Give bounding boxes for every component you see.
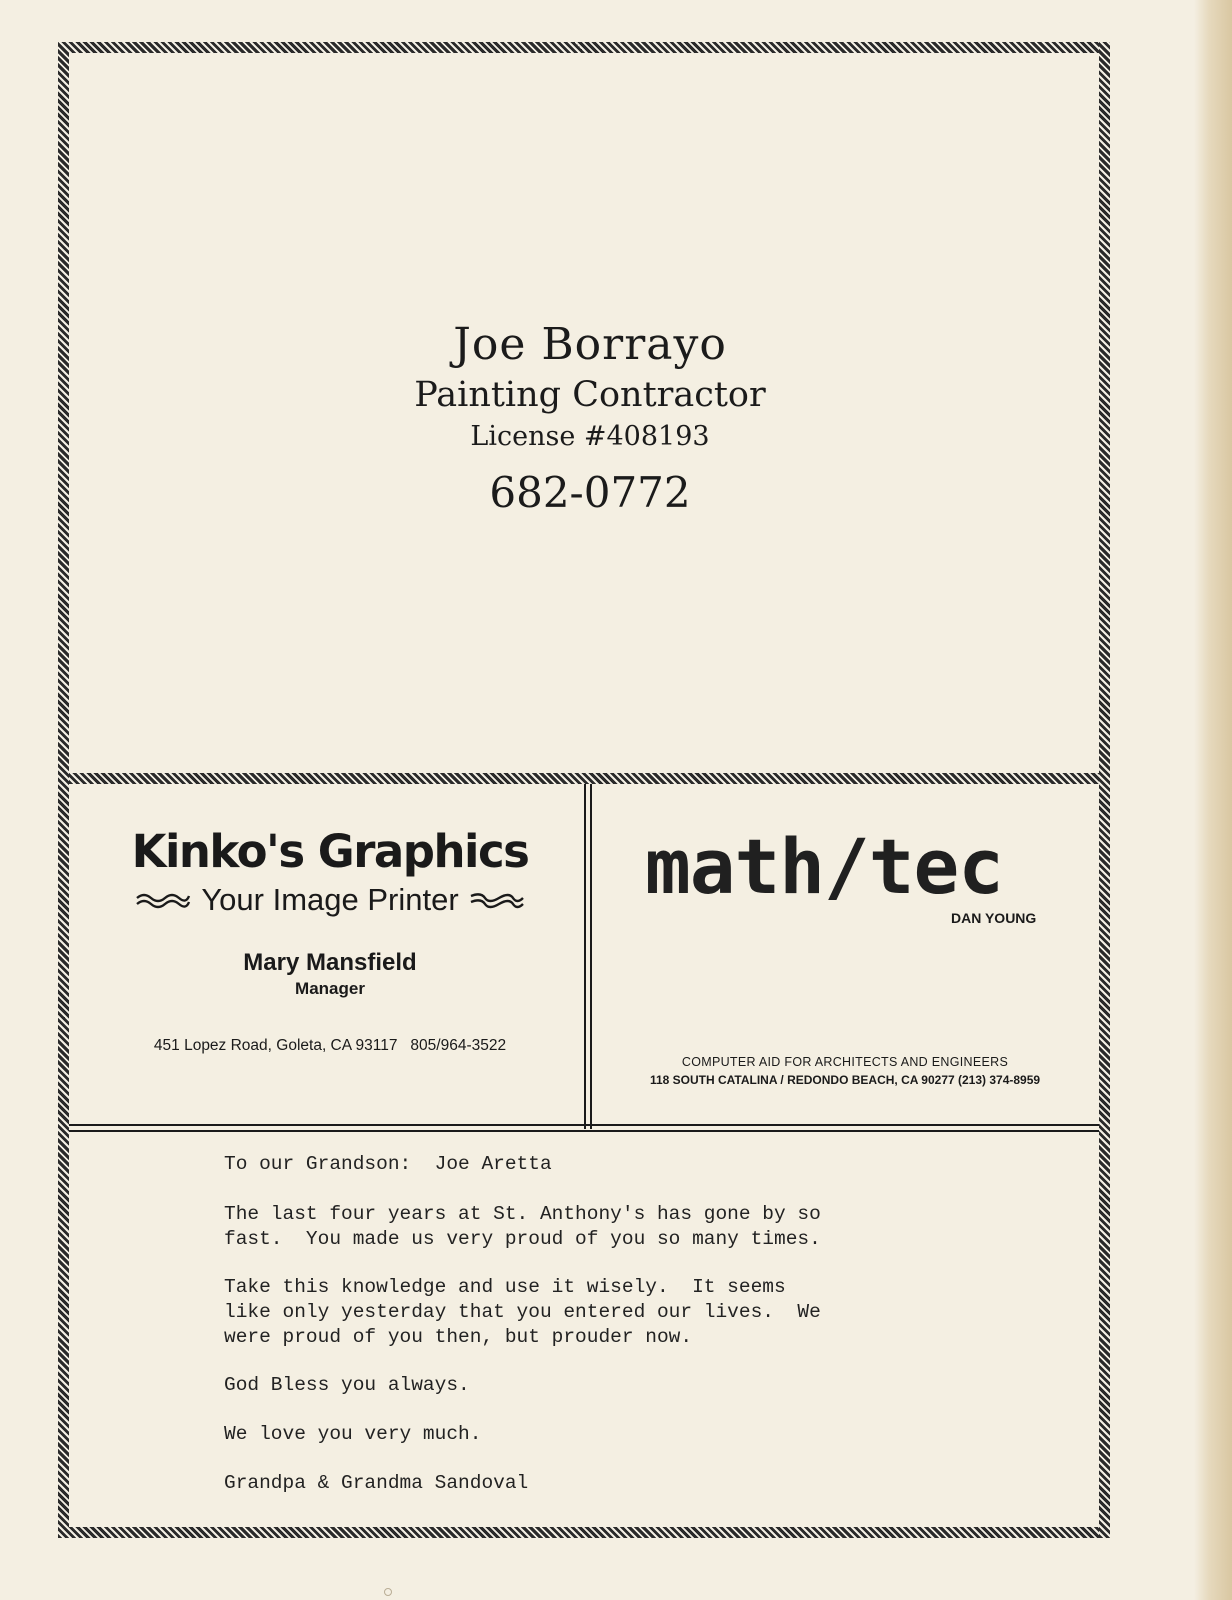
divider-bottom-section-bottom [69, 1130, 1099, 1132]
divider-vertical-left [584, 784, 586, 1129]
border-right [1099, 42, 1110, 1538]
letter-paragraph-2: Take this knowledge and use it wisely. It seems like only yesterday that you entered our lives. We were proud of you then, but prouder now. [224, 1276, 821, 1348]
kinkos-contact-role: Manager [295, 979, 365, 998]
kinkos-phone: 805/964-3522 [410, 1037, 507, 1054]
letter-greeting: To our Grandson: Joe Aretta [224, 1153, 552, 1175]
divider-top-section [69, 773, 1099, 784]
contractor-name: Joe Borrayo [453, 319, 727, 370]
mathtec-address: 118 SOUTH CATALINA / REDONDO BEACH, CA 90277 (213) 374-8959 [649, 1073, 1041, 1087]
kinkos-tagline-row [80, 878, 580, 922]
grandson-letter [224, 1152, 1084, 1496]
mathtec-ad [595, 822, 1095, 1087]
kinkos-tagline: Your Image Printer [201, 882, 459, 917]
wave-ornament-left-icon [135, 891, 191, 909]
wave-ornament-right-icon [469, 891, 525, 909]
border-top [58, 42, 1110, 53]
page-edge [1194, 0, 1232, 1600]
painting-contractor-ad [350, 318, 830, 530]
kinkos-address-line [80, 1036, 580, 1056]
kinkos-brand: Kinko's Graphics [131, 825, 529, 878]
letter-blessing: God Bless you always. [224, 1374, 470, 1396]
kinkos-contact-name: Mary Mansfield [243, 949, 417, 976]
border-bottom [58, 1527, 1110, 1538]
contractor-trade: Painting Contractor [414, 375, 766, 415]
contractor-license: License #408193 [470, 421, 710, 452]
letter-signature: Grandpa & Grandma Sandoval [224, 1472, 529, 1494]
mathtec-contact: DAN YOUNG [951, 910, 1037, 926]
letter-paragraph-1: The last four years at St. Anthony's has gone by so fast. You made us very proud of you so many times. [224, 1203, 821, 1250]
mathtec-logo: math/tec [645, 822, 1004, 911]
border-left [58, 42, 69, 1538]
kinkos-address: 451 Lopez Road, Goleta, CA 93117 [153, 1037, 398, 1054]
contractor-phone: 682-0772 [489, 468, 691, 517]
letter-love: We love you very much. [224, 1423, 482, 1445]
mathtec-description: COMPUTER AID FOR ARCHITECTS AND ENGINEERS [681, 1055, 1009, 1069]
page-hole-mark [384, 1588, 392, 1596]
divider-vertical-right [590, 784, 592, 1129]
kinkos-ad [80, 826, 580, 1056]
